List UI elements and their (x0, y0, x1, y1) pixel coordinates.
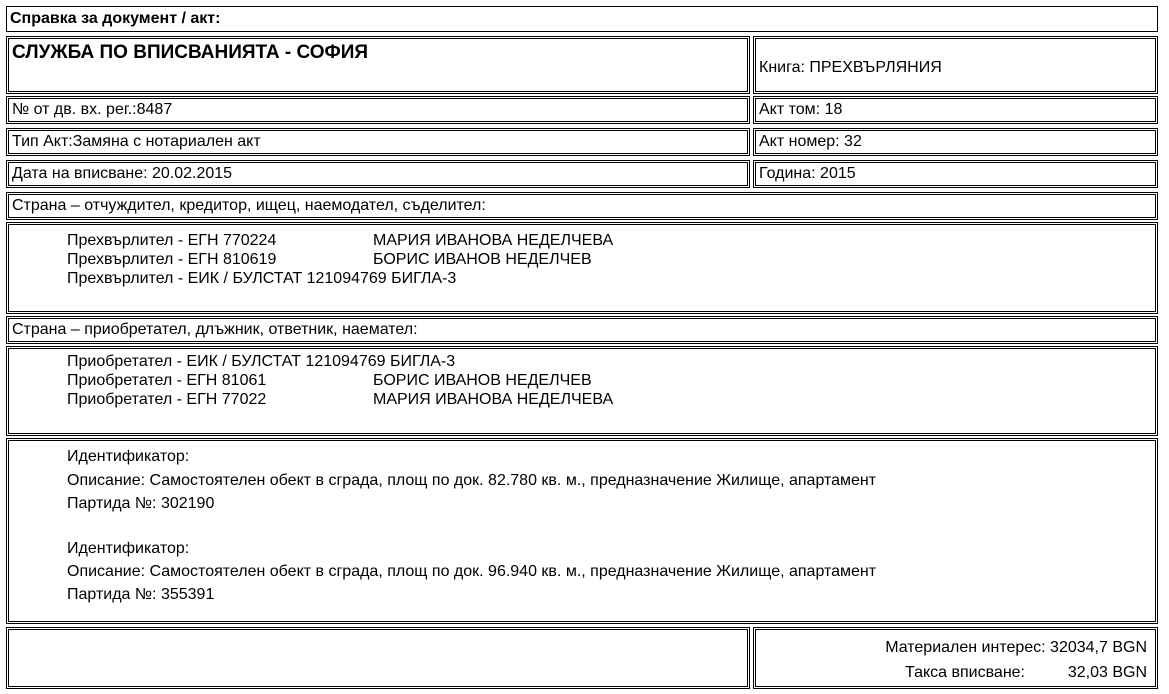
material-interest: Материален интерес: 32034,7 BGN (885, 639, 1147, 656)
party-name: БОРИС ИВАНОВ НЕДЕЛЧЕВ (373, 251, 592, 268)
office-name: СЛУЖБА ПО ВПИСВАНИЯТА - СОФИЯ (12, 42, 369, 63)
party-role: Прехвърлител - ЕГН 810619 (67, 251, 277, 268)
property-description: Описание: Самостоятелен обект в сграда, площ по док. 96.940 кв. м., предназначение Жилище, апартамент (67, 563, 877, 580)
list-item (67, 250, 592, 269)
list-item (67, 352, 455, 371)
totals-cell (753, 627, 1158, 689)
reg-no-cell (6, 96, 750, 124)
acquirers-heading: Страна – приобретател, длъжник, ответник, наемател: (12, 321, 418, 338)
property-lot: Партида №: 355391 (67, 586, 215, 603)
office-cell (6, 36, 750, 94)
party-role: Приобретател - ЕГН 81061 (67, 372, 267, 389)
property-description: Описание: Самостоятелен обект в сграда, площ по док. 82.780 кв. м., предназначение Жилище, апартамент (67, 472, 877, 489)
list-item (67, 231, 614, 250)
acquirers-heading-cell (6, 316, 1158, 344)
party-name: БОРИС ИВАНОВ НЕДЕЛЧЕВ (373, 372, 592, 389)
properties-list (6, 438, 1158, 624)
list-item (67, 269, 456, 288)
act-number-cell (753, 128, 1158, 156)
reg-no: № от дв. вх. рег.:8487 (12, 101, 173, 118)
list-item (67, 390, 614, 409)
act-type-cell (6, 128, 750, 156)
year: Година: 2015 (759, 165, 856, 182)
book-label: Книга: ПРЕХВЪРЛЯНИЯ (759, 59, 942, 76)
entry-date-cell (6, 160, 750, 188)
party-role: Приобретател - ЕГН 77022 (67, 391, 267, 408)
property-identifier: Идентификатор: (67, 540, 190, 557)
party-role: Прехвърлител - ЕГН 770224 (67, 232, 277, 249)
act-number: Акт номер: 32 (759, 133, 862, 150)
year-cell (753, 160, 1158, 188)
property-lot: Партида №: 302190 (67, 495, 215, 512)
act-volume-cell (753, 96, 1158, 124)
acquirers-list (6, 346, 1158, 436)
transferors-heading-cell (6, 192, 1158, 220)
entry-date: Дата на вписване: 20.02.2015 (12, 165, 233, 182)
document-header (6, 6, 1158, 32)
totals-left-cell (6, 627, 750, 689)
party-name: МАРИЯ ИВАНОВА НЕДЕЛЧЕВА (373, 232, 614, 249)
party-role: Приобретател - ЕИК / БУЛСТАТ 121094769 БИГЛА-3 (67, 353, 456, 370)
party-role: Прехвърлител - ЕИК / БУЛСТАТ 121094769 БИГЛА-3 (67, 270, 457, 287)
transferors-heading: Страна – отчуждител, кредитор, ищец, наемодател, съделител: (12, 197, 486, 214)
registration-fee-value: 32,03 BGN (1067, 664, 1147, 681)
act-volume: Акт том: 18 (759, 101, 843, 118)
party-name: МАРИЯ ИВАНОВА НЕДЕЛЧЕВА (373, 391, 614, 408)
transferors-list (6, 222, 1158, 314)
document-header-title: Справка за документ / акт: (10, 10, 221, 27)
property-identifier: Идентификатор: (67, 448, 190, 465)
registration-fee-label: Такса вписване: (905, 664, 1025, 681)
act-type: Тип Акт:Замяна с нотариален акт (12, 133, 261, 150)
list-item (67, 371, 592, 390)
book-cell (753, 36, 1158, 94)
